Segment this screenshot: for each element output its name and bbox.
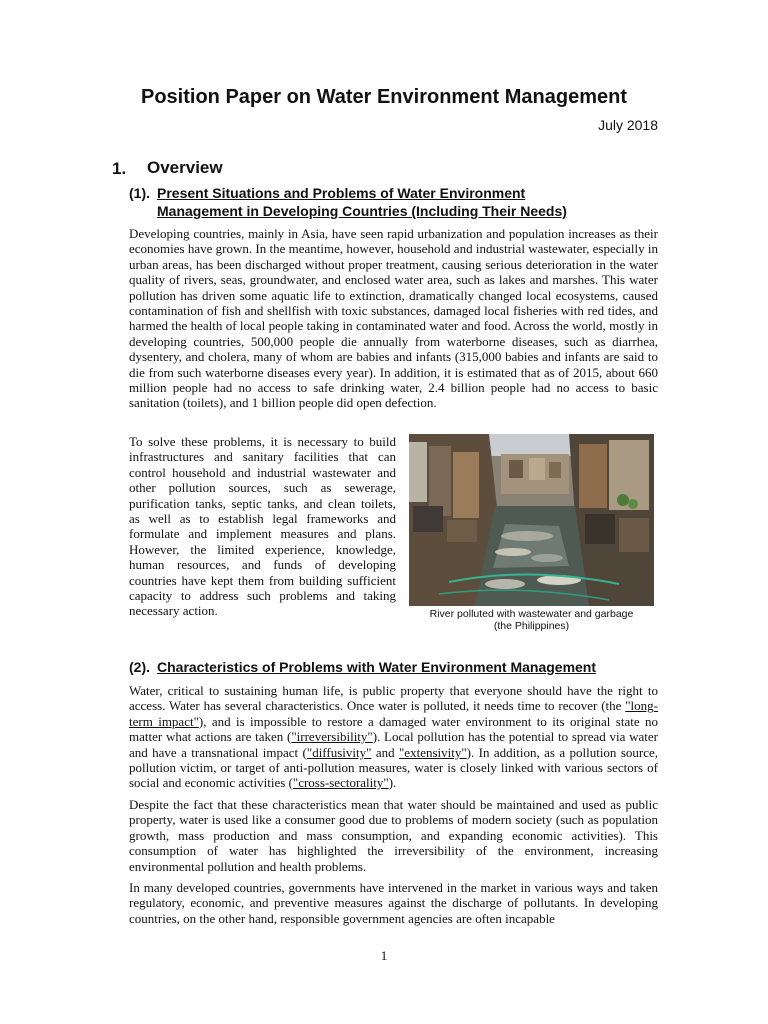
paragraph-consumption: Despite the fact that these characteristics mean that water should be maintained and used as public property, water is used like a consumer good due to problems of modern society (such as population growth, mass production and mass consumption, and expanding economic activities). This consumption of water has highlighted the irreversibility of the environment, increasing environmental pollution and health problems.	[129, 797, 658, 874]
subsection-1-title-line2: Management in Developing Countries (Including Their Needs)	[157, 203, 567, 219]
term-irreversibility: "irreversibility"	[291, 729, 373, 745]
paragraph-situation: Developing countries, mainly in Asia, have seen rapid urbanization and population increases as their economies have grown. In the meantime, however, household and industrial wastewater, especially in urban areas, has been discharged without proper treatment, causing serious deterioration in the water quality of rivers, seas, groundwater, and enclosed water area, such as lakes and marshes. This water pollution has driven some aquatic life to extinction, dramatically changed local ecosystems, caused contamination of fish and shellfish with toxic substances, damaged local fisheries with red tides, and harmed the health of local people taking in contaminated water and food. Across the world, mostly in developing countries, 500,000 people die annually from waterborne diseases, such as diarrhea, dysentery, and cholera, many of whom are babies and infants (315,000 babies and infants are said to die from such waterborne diseases every year). In addition, it is estimated that as of 2015, about 660 million people had no access to safe drinking water, 2.4 billion people had no access to basic sanitation (toilets), and 1 billion people did open defection.	[129, 226, 658, 411]
subsection-2-title: Characteristics of Problems with Water Environment Management	[157, 659, 597, 675]
section-number: 1.	[112, 159, 127, 178]
page-number: 1	[380, 948, 388, 963]
paragraph-text: ).	[388, 775, 397, 791]
paragraph-text: Water, critical to sustaining human life, is public property that everyone should have the right to access. Water has several characteristics. Once water is polluted, it needs time to recover (the	[129, 683, 658, 714]
term-long-term-impact: "long-term impact"	[129, 698, 658, 729]
paragraph-text: ), and is impossible to restore a damaged water environment to its original state no matter what actions are taken (	[129, 713, 658, 745]
term-extensivity: "extensivity"	[399, 744, 467, 760]
photo-caption-line1: River polluted with wastewater and garbage	[429, 608, 634, 620]
section-title: Overview	[147, 158, 223, 177]
paragraph-text: and	[371, 744, 399, 760]
photo-caption-line2: (the Philippines)	[493, 620, 570, 632]
paragraph-text: ). In addition, as a pollution source, pollution victim, or target of anti-pollution measures, water is closely linked with various sectors of social and economic activities (	[129, 744, 658, 791]
river-pollution-photo	[409, 434, 654, 606]
subsection-2-number: (2).	[129, 659, 150, 675]
paragraph-text: ). Local pollution has the potential to spread via water and have a transnational impact (	[129, 729, 659, 760]
subsection-1-number: (1).	[129, 185, 150, 201]
paragraph-solutions: To solve these problems, it is necessary to build infrastructures and sanitary facilities that can control household and industrial wastewater and other pollution sources, such as sewerage, purification tanks, septic tanks, and clean toilets, as well as to establish legal frameworks and formulate and implement measures and plans. However, the limited experience, knowledge, human resources, and funds of developing countries have kept them from building sufficient capacity to address such problems and taking necessary action.	[129, 434, 396, 619]
term-diffusivity: "diffusivity"	[306, 744, 372, 760]
subsection-1-title-line1: Present Situations and Problems of Water Environment	[157, 185, 526, 201]
paragraph-developed-countries: In many developed countries, governments have intervened in the market in various ways and taken regulatory, economic, and preventive measures against the discharge of pollutants. In developing countries, on the other hand, responsible government agencies are often incapable	[129, 880, 658, 926]
document-title: Position Paper on Water Environment Management	[141, 86, 627, 108]
paragraph-characteristics	[129, 683, 658, 791]
document-date: July 2018	[598, 117, 658, 133]
term-cross-sectorality: "cross-sectorality"	[292, 775, 389, 791]
photo-caption	[409, 608, 654, 632]
